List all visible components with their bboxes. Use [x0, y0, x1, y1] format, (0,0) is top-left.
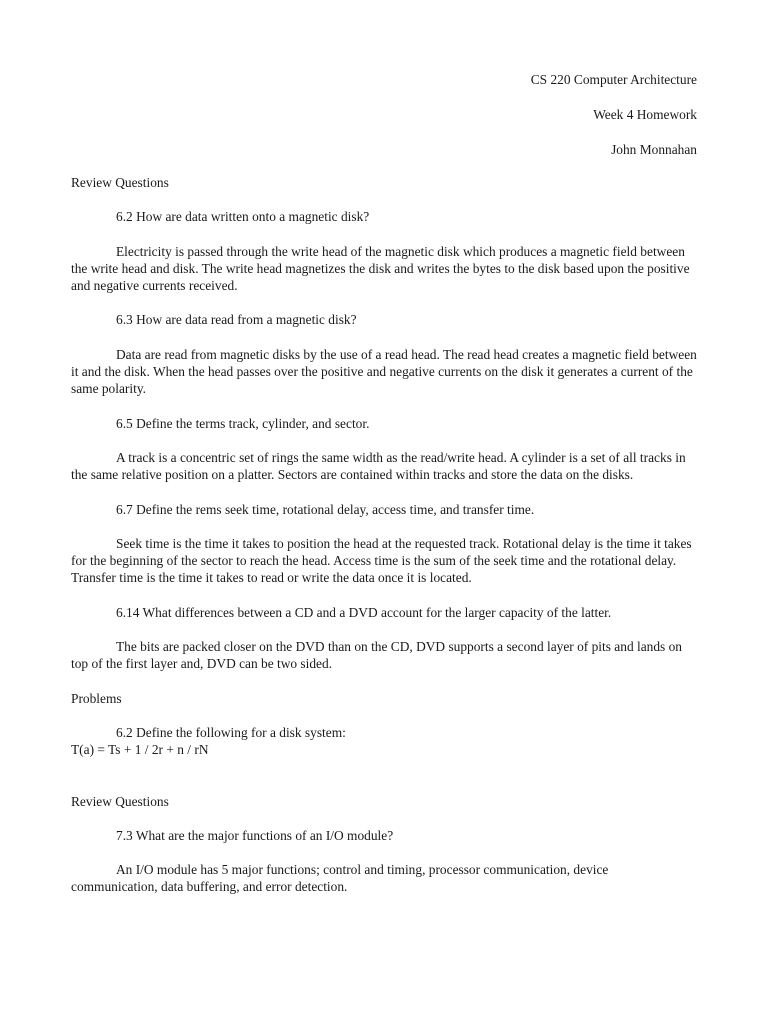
assignment-title: Week 4 Homework — [593, 107, 697, 122]
section-heading-review-questions: Review Questions — [71, 175, 169, 190]
course-title: CS 220 Computer Architecture — [530, 72, 697, 87]
answer-6-7: Seek time is the time it takes to position the head at the requested track. Rotational delay is the time it takes for the beginning of the sector to reach the head. Access time is the sum of the seek time and the rotational delay. Transfer time is the time it takes to read or write the data once it is located. — [71, 535, 692, 586]
problem-6-2: 6.2 Define the following for a disk system: — [116, 724, 346, 740]
question-6-7: 6.7 Define the rems seek time, rotational delay, access time, and transfer time. — [116, 501, 535, 517]
author-name: John Monnahan — [611, 142, 697, 157]
answer-6-2: Electricity is passed through the write head of the magnetic disk which produces a magnetic field between the write head and disk. The write head magnetizes the disk and writes the bytes to the disk based upon the positive and negative currents received. — [71, 243, 690, 294]
answer-6-14: The bits are packed closer on the DVD than on the CD, DVD supports a second layer of pits and lands on top of the first layer and, DVD can be two sided. — [71, 639, 682, 672]
question-7-3: 7.3 What are the major functions of an I/O module? — [116, 827, 394, 843]
question-6-5: 6.5 Define the terms track, cylinder, and sector. — [116, 415, 370, 431]
question-6-3: 6.3 How are data read from a magnetic disk? — [116, 312, 357, 328]
document-body — [71, 174, 697, 913]
answer-6-5: A track is a concentric set of rings the same width as the read/write head. A cylinder is a set of all tracks in the same relative position on a platter. Sectors are contained within tracks and store the data on the disks. — [71, 449, 686, 483]
problem-6-2-formula: T(a) = Ts + 1 / 2r + n / rN — [71, 742, 209, 758]
answer-7-3: An I/O module has 5 major functions; control and timing, processor communication, device communication, data buffering, and error detection. — [71, 862, 609, 895]
section-heading-review-questions-2: Review Questions — [71, 793, 169, 809]
question-6-14: 6.14 What differences between a CD and a DVD account for the larger capacity of the latter. — [116, 604, 612, 620]
section-heading-problems: Problems — [71, 690, 122, 706]
answer-6-3: Data are read from magnetic disks by the use of a read head. The read head creates a magnetic field between it and the disk. When the head passes over the positive and negative currents on the disk it generates a current of the same polarity. — [71, 346, 697, 397]
question-6-2: 6.2 How are data written onto a magnetic disk? — [116, 209, 370, 225]
